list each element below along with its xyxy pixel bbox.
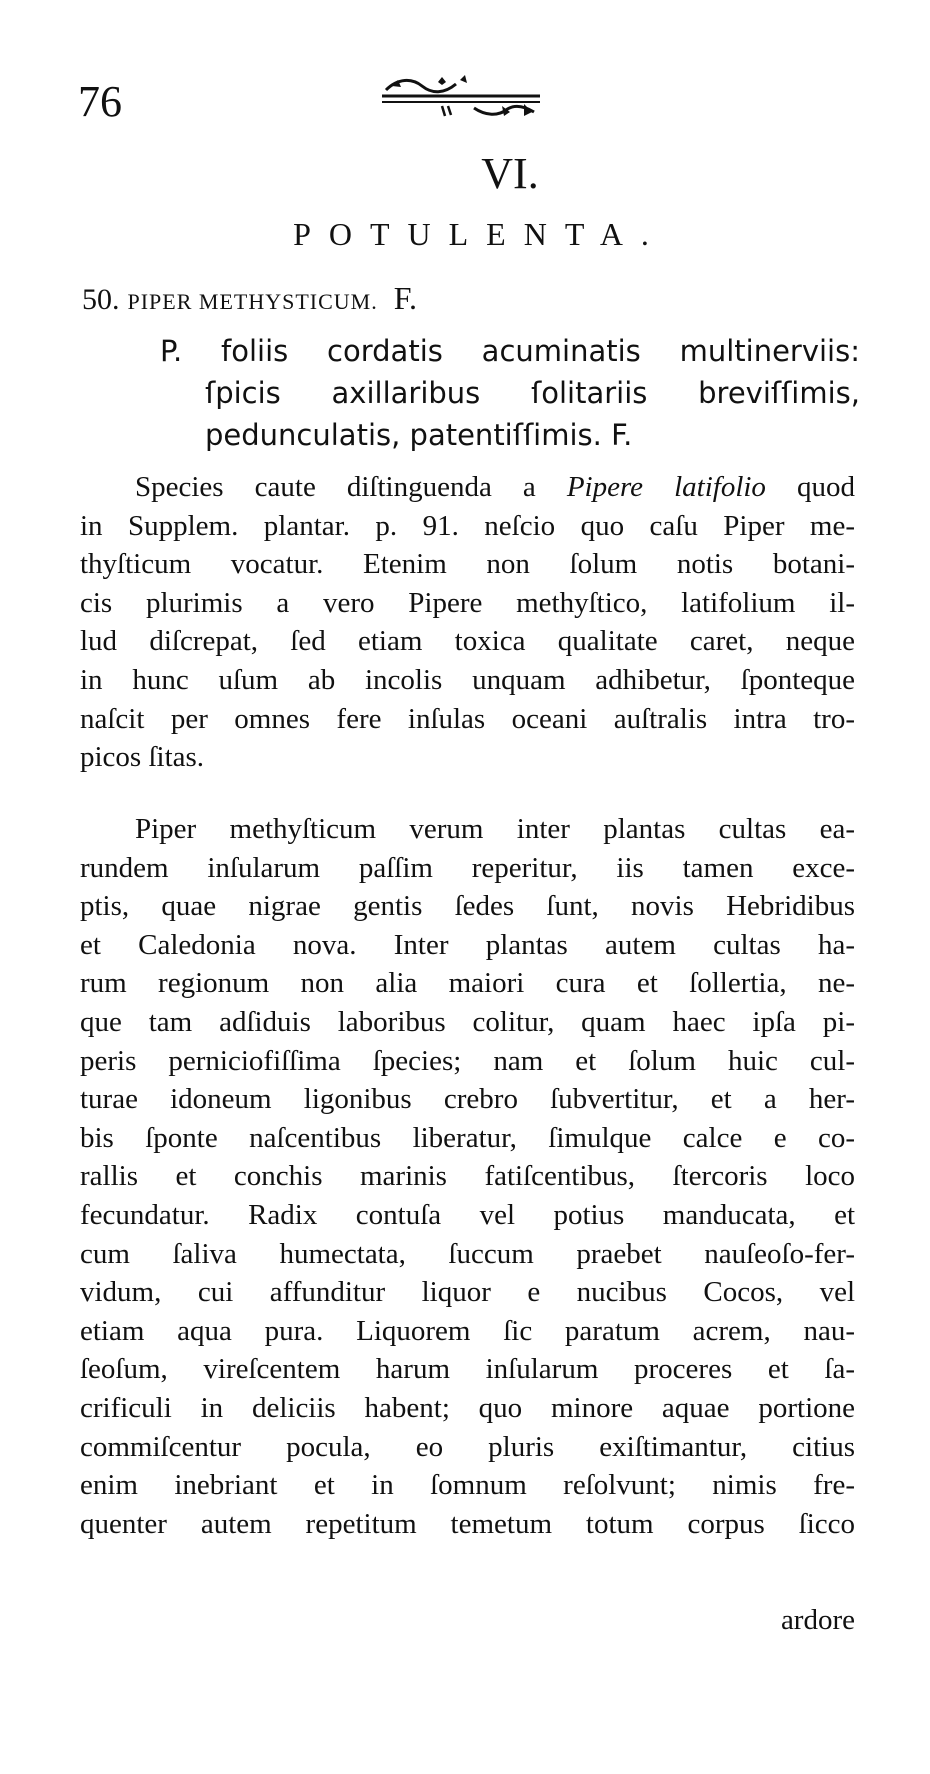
text-line: thyſticum vocatur. Etenim non ſolum notis botani- [80, 548, 855, 581]
species-heading [82, 282, 417, 315]
text-line: et Caledonia nova. Inter plantas autem cultas ha- [80, 928, 855, 961]
text-line: naſcit per omnes fere inſulas oceani auſtralis intra tro- [80, 702, 855, 735]
text-line: turae idoneum ligonibus crebro ſubvertitur, et a her- [80, 1083, 855, 1116]
text-line: lud diſcrepat, ſed etiam toxica qualitate caret, neque [80, 625, 855, 658]
text-line: quenter autem repetitum temetum totum corpus ſicco [80, 1507, 855, 1540]
paragraph-2 [80, 810, 855, 1543]
text-line: rallis et conchis marinis fatiſcentibus, ſtercoris loco [80, 1160, 855, 1193]
text-line: crificuli in deliciis habent; quo minore aquae portione [80, 1391, 855, 1424]
decorative-vine-rule-icon [378, 72, 544, 122]
text-line: que tam adſiduis laboribus colitur, quam haec ipſa pi- [80, 1005, 855, 1038]
species-author: F. [393, 280, 417, 316]
text-line: in Supplem. plantar. p. 91. neſcio quo caſu Piper me- [80, 509, 855, 542]
italic-species-name: Pipere latifolio [566, 471, 766, 503]
text-line: rum regionum non alia maiori cura et ſollertia, ne- [80, 967, 855, 1000]
species-name: PIPER METHYSTICUM. [127, 289, 378, 314]
diagnosis-line: P. foliis cordatis acuminatis multinerviis: [160, 334, 860, 368]
diagnosis-line: pedunculatis, patentiſſimis. F. [205, 418, 633, 452]
text-line: fecundatur. Radix contuſa vel potius manducata, et [80, 1198, 855, 1231]
section-number: VI. [481, 149, 539, 198]
diagnosis-line: ſpicis axillaribus ſolitariis breviſſimis, [205, 376, 860, 410]
species-number: 50. [82, 283, 120, 316]
text-run: quod [765, 471, 855, 503]
text-line: rundem inſularum paſſim reperitur, iis tamen exce- [80, 851, 855, 884]
text-line: picos ſitas. [80, 741, 205, 774]
text-line: cum ſaliva humectata, ſuccum praebet nauſeoſo-fer- [80, 1237, 855, 1270]
text-line: cis plurimis a vero Pipere methyſtico, latifolium il- [80, 586, 855, 619]
text-line: ſeoſum, vireſcentem harum inſularum proceres et ſa- [80, 1353, 855, 1386]
text-line: bis ſponte naſcentibus liberatur, ſimulque calce e co- [80, 1121, 855, 1154]
page-number: 76 [78, 77, 122, 126]
text-line: enim inebriant et in ſomnum reſolvunt; nimis fre- [80, 1469, 855, 1502]
text-line: peris perniciofiſſima ſpecies; nam et ſolum huic cul- [80, 1044, 855, 1077]
text-line: in hunc uſum ab incolis unquam adhibetur, ſponteque [80, 663, 855, 696]
text-line [80, 468, 855, 507]
species-diagnosis [160, 330, 860, 456]
catchword: ardore [780, 1604, 855, 1636]
text-line: commiſcentur pocula, eo pluris exiſtimantur, citius [80, 1430, 855, 1463]
text-line: etiam aqua pura. Liquorem ſic paratum acrem, nau- [80, 1314, 855, 1347]
paragraph-1 [80, 468, 855, 777]
text-run: Species caute diſtinguenda a [135, 471, 567, 503]
text-line: vidum, cui affunditur liquor e nucibus Cocos, vel [80, 1276, 855, 1309]
text-line: Piper methyſticum verum inter plantas cultas ea- [135, 813, 855, 845]
text-line: ptis, quae nigrae gentis ſedes ſunt, novis Hebridibus [80, 890, 855, 923]
section-title: POTULENTA. [293, 216, 667, 252]
